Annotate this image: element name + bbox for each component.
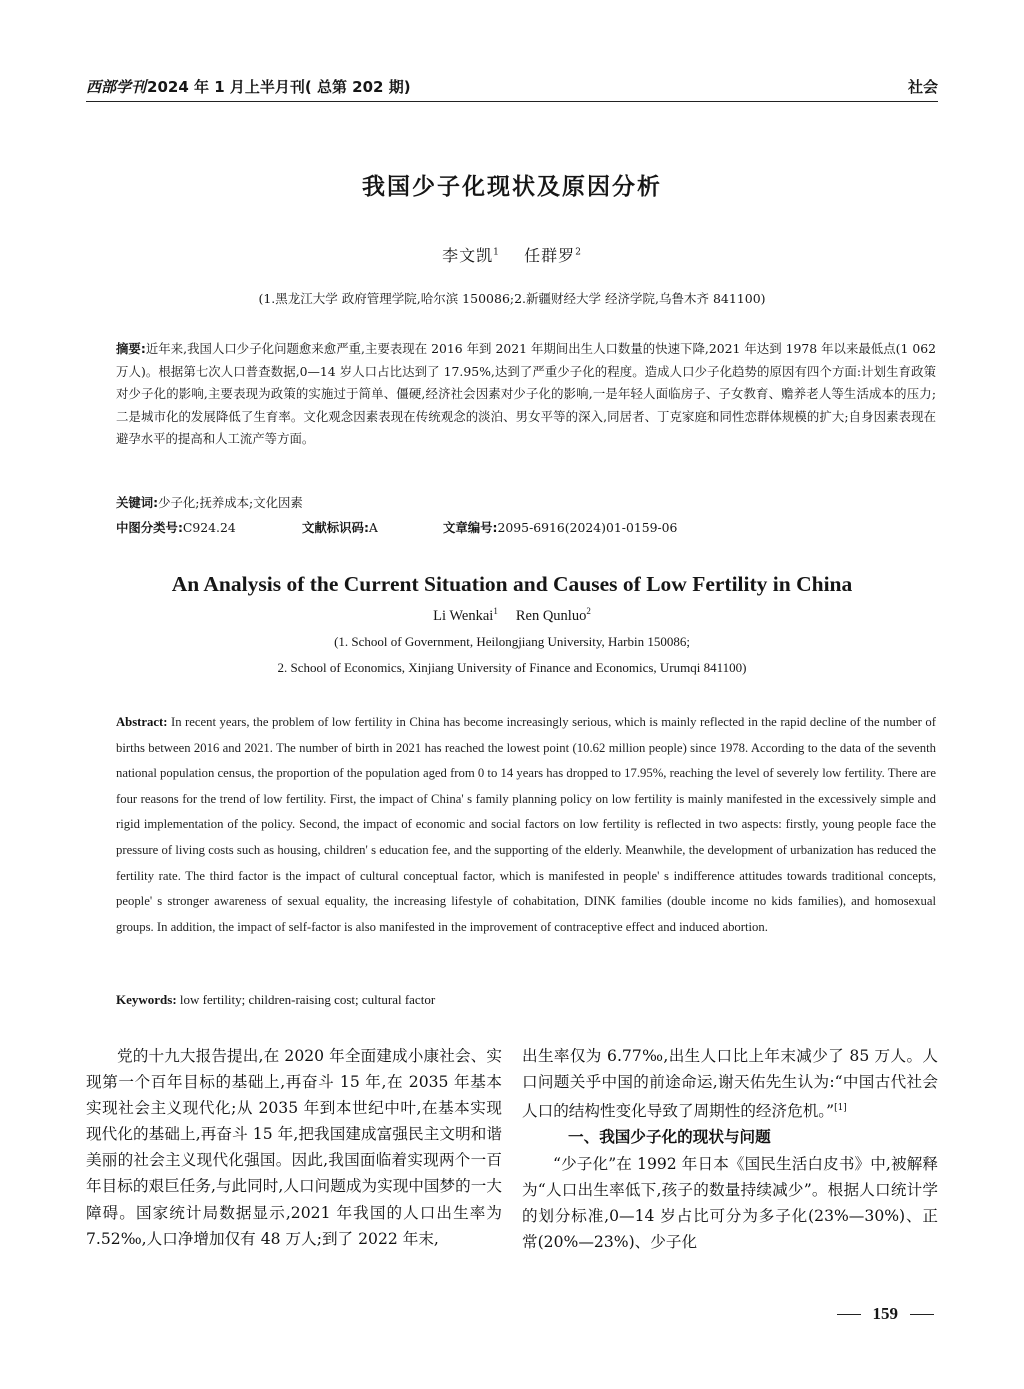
- affiliation-english-line2: 2. School of Economics, Xinjiang University of Finance and Economics, Urumqi 841100): [277, 660, 747, 675]
- keywords-text: low fertility; children-raising cost; cultural factor: [179, 992, 436, 1007]
- doc-code-value: A: [368, 520, 378, 535]
- page-number-dash: [910, 1314, 934, 1315]
- issue-info: 2024 年 1 月上半月刊( 总第 202 期): [147, 77, 411, 96]
- page-number-value: 159: [872, 1304, 898, 1323]
- author-affiliation-mark: 1: [493, 247, 500, 258]
- doc-code-label: 文献标识码:: [302, 520, 369, 535]
- keywords-label: 关键词:: [116, 495, 159, 510]
- title-chinese: 我国少子化现状及原因分析: [362, 174, 662, 200]
- author-name: 李文凯: [442, 246, 494, 265]
- page-number: [837, 1304, 935, 1324]
- running-header: [86, 74, 938, 98]
- article-number: [443, 518, 677, 536]
- abstract-label: 摘要:: [116, 341, 146, 356]
- author-affiliation-mark: 2: [575, 247, 582, 258]
- header-rule: [86, 101, 938, 102]
- affiliation-english-line1: (1. School of Government, Heilongjiang University, Harbin 150086;: [334, 634, 690, 649]
- keywords-label: Keywords:: [116, 992, 177, 1007]
- article-number-value: 2095-6916(2024)01-0159-06: [497, 520, 678, 535]
- clc-number: [116, 518, 302, 536]
- body-right-column: [522, 1043, 938, 1255]
- clc-value: C924.24: [182, 520, 236, 535]
- citation-mark: [1]: [834, 1103, 847, 1114]
- keywords-chinese: [116, 493, 303, 511]
- affiliation-chinese: (1.黑龙江大学 政府管理学院,哈尔滨 150086;2.新疆财经大学 经济学院,乌鲁木齐 841100): [258, 291, 766, 306]
- abstract-label: Abstract:: [116, 715, 168, 729]
- body-paragraph: “少子化”在 1992 年日本《国民生活白皮书》中,被解释为“人口出生率低下,孩子的数量持续减少”。根据人口统计学的划分标准,0—14 岁占比可分为多子化(23%—30%)、正常(20%—23%)、少子化: [522, 1154, 938, 1251]
- keywords-text: 少子化;抚养成本;文化因素: [158, 495, 303, 510]
- classification-row: [116, 518, 936, 536]
- title-english: An Analysis of the Current Situation and Causes of Low Fertility in China: [171, 572, 853, 596]
- journal-issue: [86, 76, 411, 97]
- keywords-english: [116, 992, 435, 1008]
- body-paragraph: [522, 1043, 938, 1124]
- author-affiliation-mark: 1: [493, 606, 498, 616]
- abstract-english: [116, 710, 936, 940]
- article-number-label: 文章编号:: [443, 520, 498, 535]
- authors-chinese: [0, 243, 1024, 266]
- authors-english: [0, 606, 1024, 625]
- author-name: 任群罗: [524, 246, 576, 265]
- author-affiliation-mark: 2: [586, 606, 591, 616]
- section-heading: 一、我国少子化的现状与问题: [568, 1128, 771, 1147]
- abstract-text: In recent years, the problem of low fertility in China has become increasingly serious, which is mainly reflected in the rapid decline of the number of births between 2016 and 2021. The number of birth in 2021 has reached the lowest point (10.62 million people) since 1978. According to the data of the seventh national population census, the proportion of the population aged from 0 to 14 years has dropped to 17.95%, reaching the level of severely low fertility. There are four reasons for the trend of low fertility. First, the impact of China' s family planning policy on low fertility is mainly manifested in the excessively simple and rigid implementation of the policy. Second, the impact of economic and social factors on low fertility is reflected in two aspects: firstly, young people face the pressure of living costs such as housing, children' s education fee, and the supporting of the elderly. Meanwhile, the development of urbanization has reduced the fertility rate. The third factor is the impact of cultural conceptual factor, which is manifested in people' s indifference attitudes towards traditional concepts, people' s stronger awareness of sexual equality, the increasing lifestyle of cohabitation, DINK families (double income no kids families), and homosexual groups. In addition, the impact of self-factor is also manifested in the improvement of contraceptive effect and induced abortion.: [116, 715, 936, 934]
- author-name: Li Wenkai: [433, 607, 494, 624]
- clc-label: 中图分类号:: [116, 520, 183, 535]
- page-number-dash: [837, 1314, 861, 1315]
- abstract-chinese: [116, 338, 936, 451]
- section-name: 社会: [907, 77, 938, 96]
- journal-logo: 西部学刊: [86, 77, 147, 96]
- body-left-column: 党的十九大报告提出,在 2020 年全面建成小康社会、实现第一个百年目标的基础上,再奋斗 15 年,在 2035 年基本实现社会主义现代化;从 2035 年到本世纪中叶,在基本实现现代化的基础上,再奋斗 15 年,把我国建成富强民主文明和谐美丽的社会主义现代化强国。因此,我国面临着实现两个一百年目标的艰巨任务,与此同时,人口问题成为实现中国梦的一大障碍。国家统计局数据显示,2021 年我国的人口出生率为 7.52‰,人口净增加仅有 48 万人;到了 2022 年末,: [86, 1047, 502, 1248]
- author-name: Ren Qunluo: [515, 607, 587, 624]
- document-code: [302, 518, 443, 536]
- paragraph-text: 出生率仅为 6.77‰,出生人口比上年末减少了 85 万人。人口问题关乎中国的前途命运,谢天佑先生认为:“中国古代社会人口的结构性变化导致了周期性的经济危机。”: [522, 1047, 938, 1121]
- abstract-text: 近年来,我国人口少子化问题愈来愈严重,主要表现在 2016 年到 2021 年期间出生人口数量的快速下降,2021 年达到 1978 年以来最低点(1 062 万人)。根据第七次人口普查数据,0—14 岁人口占比达到了 17.95%,达到了严重少子化的程度。造成人口少子化趋势的原因有四个方面:计划生育政策对少子化的影响,主要表现为政策的实施过于简单、僵硬,经济社会因素对少子化的影响,一是年轻人面临房子、子女教育、赡养老人等生活成本的压力;二是城市化的发展降低了生育率。文化观念因素表现在传统观念的淡泊、男女平等的深入,同居者、丁克家庭和同性恋群体规模的扩大;自身因素表现在避孕水平的提高和人工流产等方面。: [116, 341, 936, 446]
